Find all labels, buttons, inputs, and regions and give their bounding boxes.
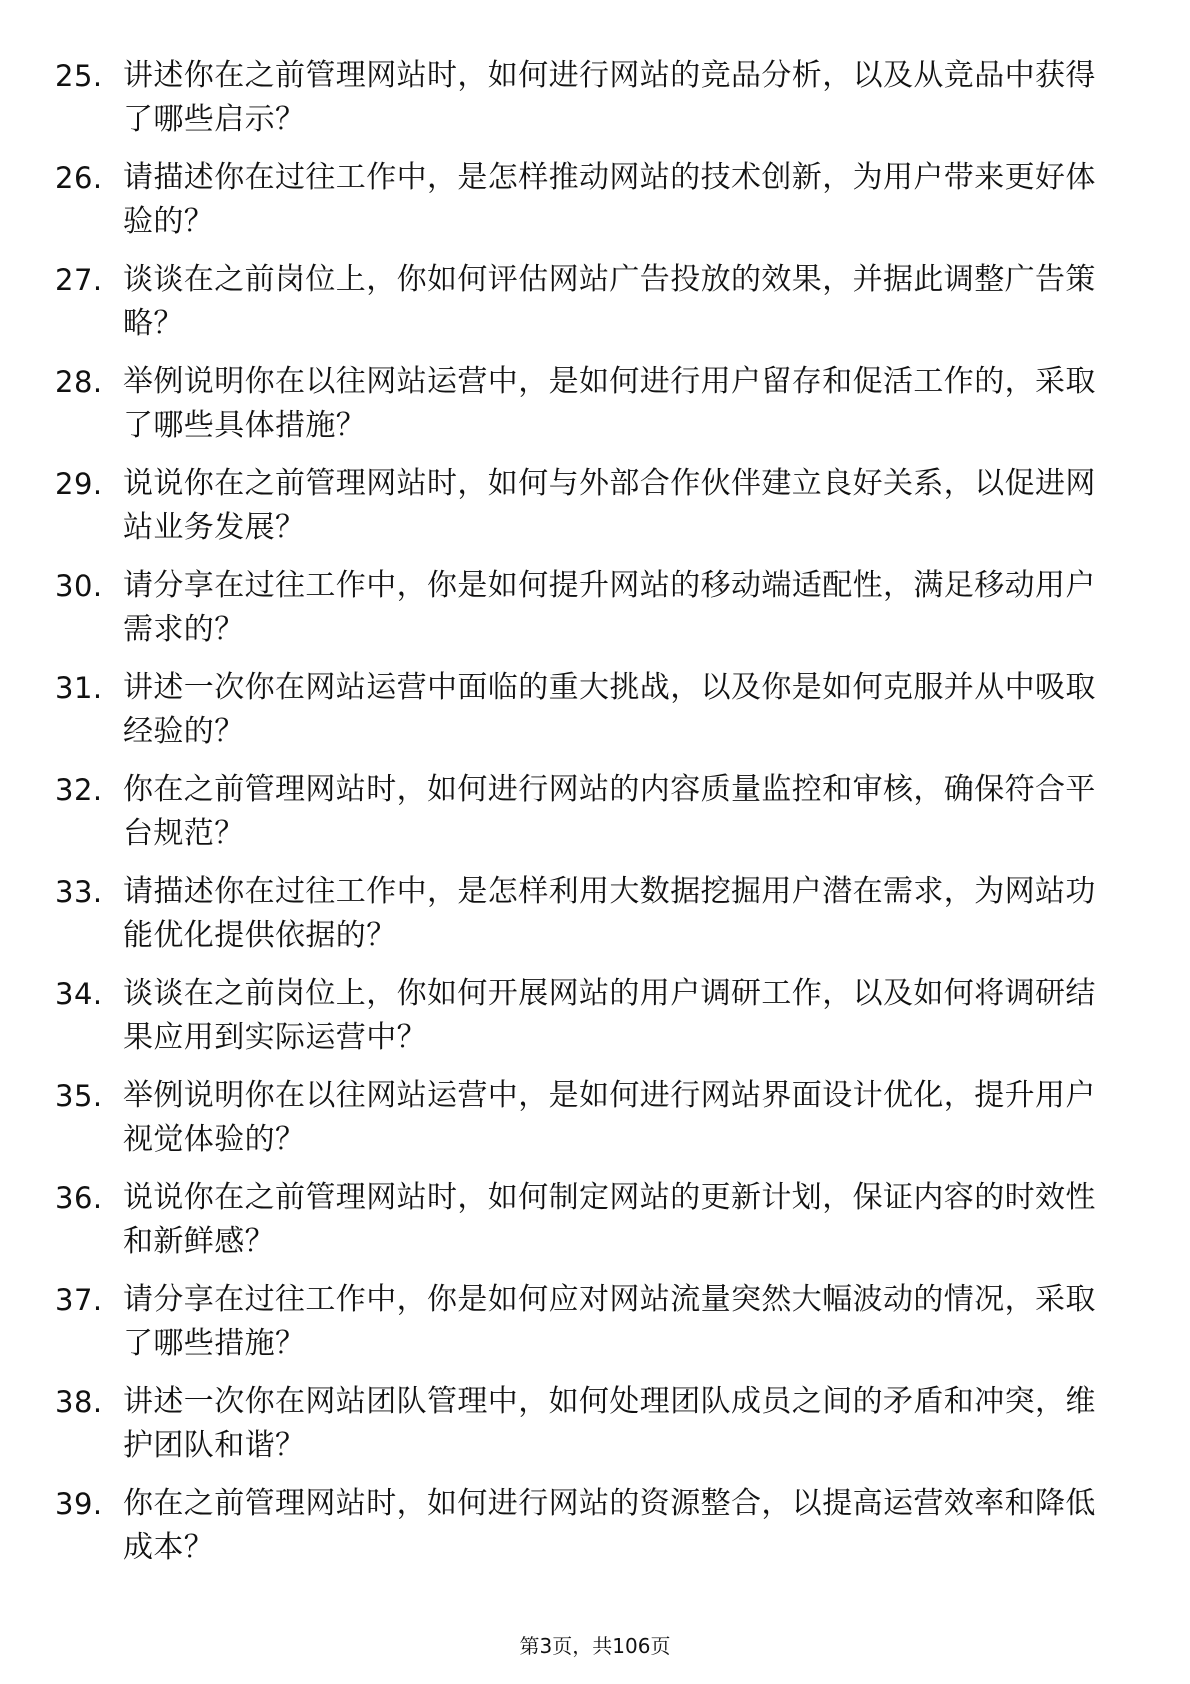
question-number: 36. [55,1181,103,1215]
question-list [55,54,1115,1584]
question-text: 请分享在过往工作中，你是如何应对网站流量突然大幅波动的情况，采取了哪些措施？ [123,1282,1096,1361]
question-item [55,54,1115,156]
question-item [55,1380,1115,1482]
question-number: 32. [55,773,103,807]
question-item [55,156,1115,258]
question-item [55,1176,1115,1278]
question-item [55,972,1115,1074]
question-number: 30. [55,569,103,603]
question-number: 39. [55,1487,103,1521]
question-text: 举例说明你在以往网站运营中，是如何进行网站界面设计优化，提升用户视觉体验的？ [123,1078,1096,1157]
question-item [55,564,1115,666]
question-number: 38. [55,1385,103,1419]
question-number: 26. [55,161,103,195]
question-item [55,258,1115,360]
question-text: 举例说明你在以往网站运营中，是如何进行用户留存和促活工作的，采取了哪些具体措施？ [123,364,1096,443]
question-number: 25. [55,59,103,93]
question-text: 谈谈在之前岗位上，你如何评估网站广告投放的效果，并据此调整广告策略？ [123,262,1096,341]
question-item [55,462,1115,564]
question-text: 讲述你在之前管理网站时，如何进行网站的竞品分析，以及从竞品中获得了哪些启示？ [123,58,1096,137]
question-text: 你在之前管理网站时，如何进行网站的内容质量监控和审核，确保符合平台规范？ [123,772,1096,851]
question-number: 31. [55,671,103,705]
question-text: 讲述一次你在网站运营中面临的重大挑战，以及你是如何克服并从中吸取经验的？ [123,670,1096,749]
question-number: 34. [55,977,103,1011]
page-indicator: 第3页，共106页 [519,1634,671,1658]
question-text: 说说你在之前管理网站时，如何制定网站的更新计划，保证内容的时效性和新鲜感？ [123,1180,1096,1259]
question-text: 讲述一次你在网站团队管理中，如何处理团队成员之间的矛盾和冲突，维护团队和谐？ [123,1384,1096,1463]
question-number: 29. [55,467,103,501]
question-item [55,768,1115,870]
question-number: 28. [55,365,103,399]
question-text: 请描述你在过往工作中，是怎样利用大数据挖掘用户潜在需求，为网站功能优化提供依据的？ [123,874,1096,953]
question-number: 27. [55,263,103,297]
question-item [55,1278,1115,1380]
question-number: 35. [55,1079,103,1113]
question-text: 谈谈在之前岗位上，你如何开展网站的用户调研工作，以及如何将调研结果应用到实际运营中？ [123,976,1096,1055]
question-item [55,870,1115,972]
question-text: 请描述你在过往工作中，是怎样推动网站的技术创新，为用户带来更好体验的？ [123,160,1096,239]
question-text: 请分享在过往工作中，你是如何提升网站的移动端适配性，满足移动用户需求的？ [123,568,1096,647]
question-item [55,360,1115,462]
question-number: 33. [55,875,103,909]
question-item [55,1482,1115,1584]
question-item [55,666,1115,768]
question-number: 37. [55,1283,103,1317]
question-item [55,1074,1115,1176]
question-text: 说说你在之前管理网站时，如何与外部合作伙伴建立良好关系，以促进网站业务发展？ [123,466,1096,545]
question-text: 你在之前管理网站时，如何进行网站的资源整合，以提高运营效率和降低成本？ [123,1486,1096,1565]
